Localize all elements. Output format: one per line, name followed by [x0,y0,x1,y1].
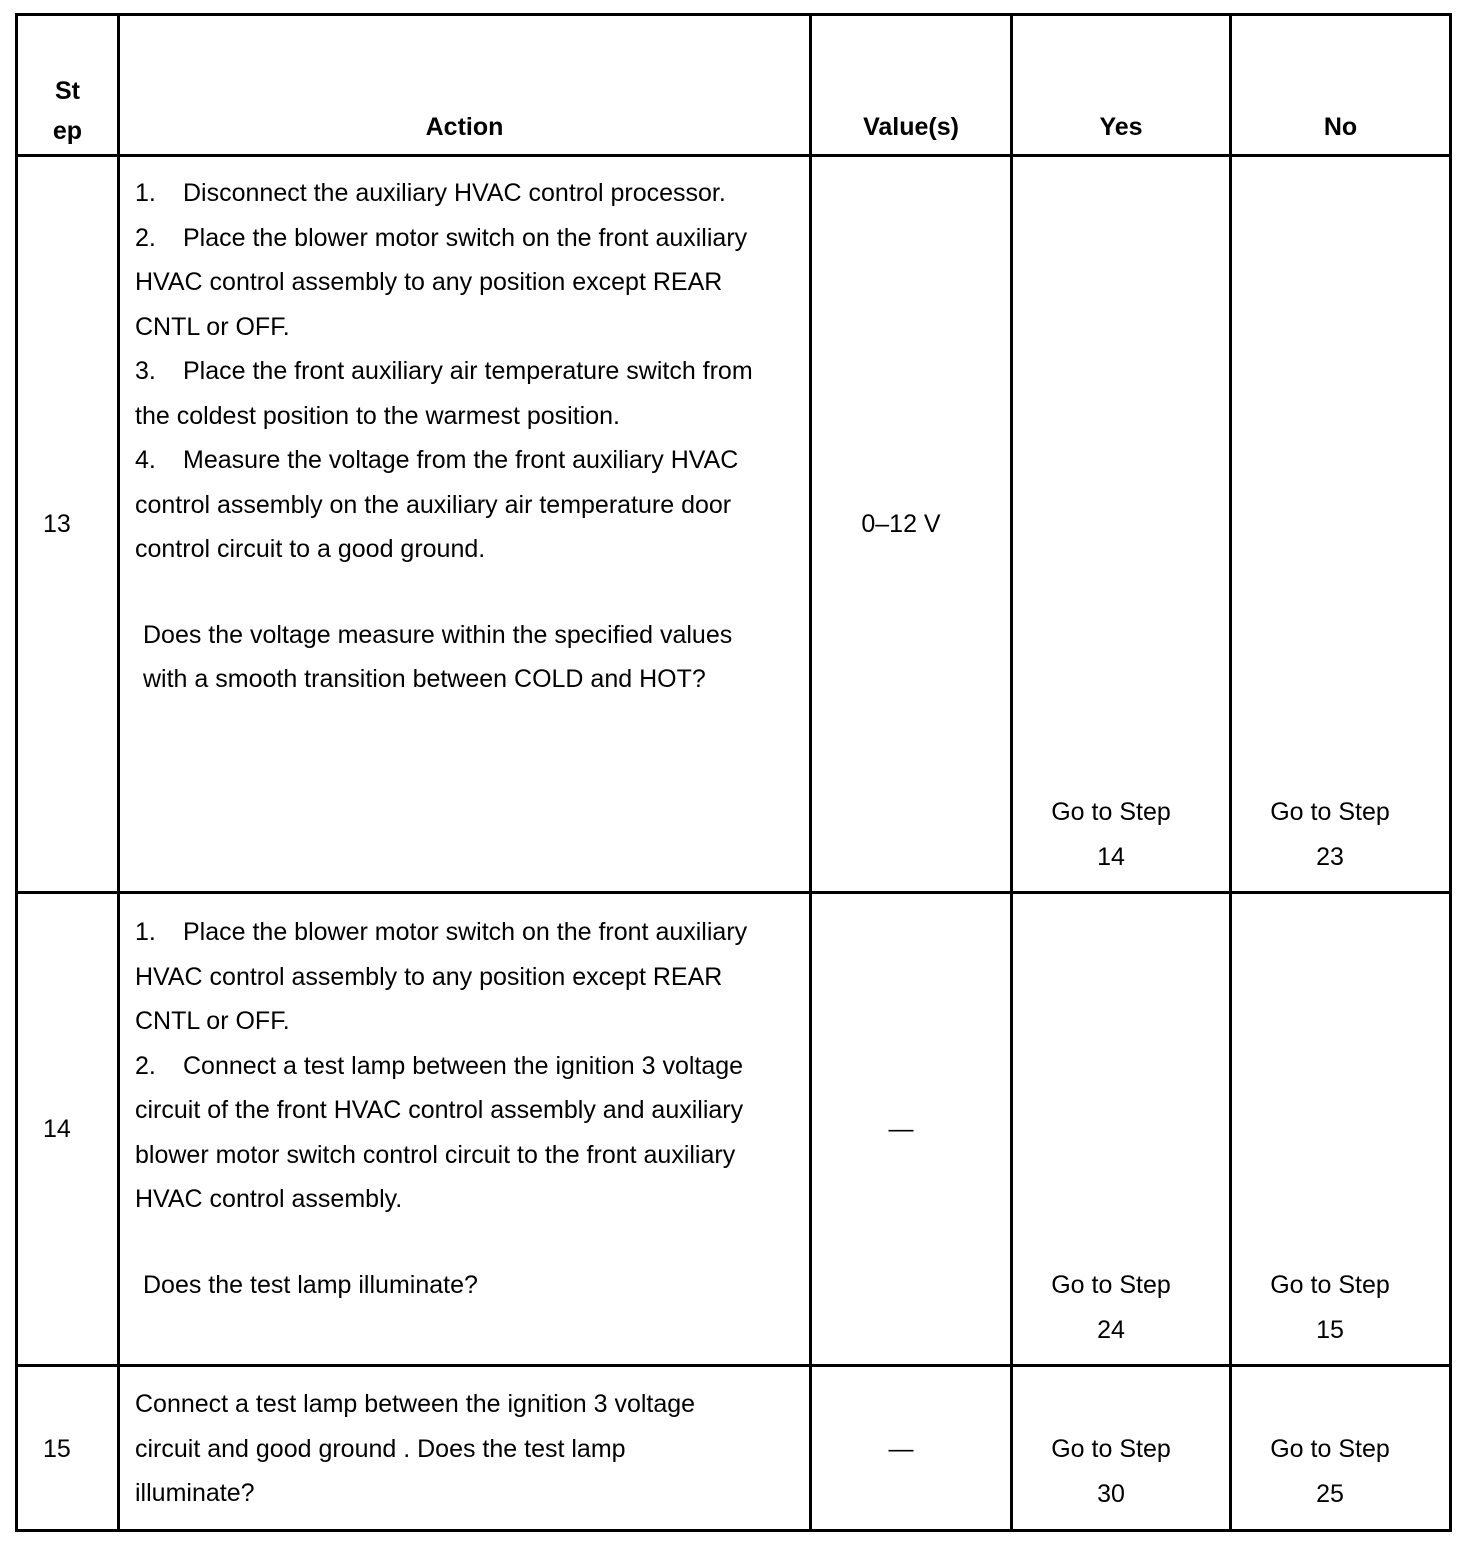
header-step-line: ep [52,117,83,145]
table-border-left [15,13,18,1532]
yes-step: 24 [1097,1315,1125,1344]
step-number: 15 [43,1435,71,1463]
yes-cell [1013,790,1209,879]
table-border-right [1449,13,1452,1532]
table-border-bottom [15,1529,1452,1532]
no-text: Go to Step [1270,1435,1390,1463]
no-step: 23 [1316,842,1344,871]
list-item: 4. Measure the voltage from the front auxiliary HVAC control assembly on the auxiliary air temperature door control circuit to a good ground. [135,446,739,563]
action-cell: Connect a test lamp between the ignition 3 voltage circuit and good ground . Does the test lamp illuminate? [135,1390,696,1507]
list-item: 1. Disconnect the auxiliary HVAC control processor. [135,179,726,207]
no-cell [1232,1263,1428,1352]
action-steps [135,910,755,1222]
table-border-top [15,13,1452,16]
row-divider [15,154,1452,157]
no-cell [1232,1427,1428,1516]
yes-step: 14 [1097,842,1125,871]
row-divider [15,891,1452,894]
step-number: 14 [43,1115,71,1143]
col-divider [117,13,120,1532]
header-no: No [1323,113,1358,141]
yes-text: Go to Step [1051,1271,1171,1299]
yes-cell [1013,1427,1209,1516]
header-step [18,71,117,151]
value-cell: — [888,1115,914,1143]
action-question: Does the test lamp illuminate? [143,1270,478,1299]
no-step: 25 [1316,1479,1344,1508]
action-question: Does the voltage measure within the specified values with a smooth transition between COLD and HOT? [143,620,733,693]
action-steps [135,171,755,572]
header-yes: Yes [1099,113,1143,141]
list-item: 2. Connect a test lamp between the ignition 3 voltage circuit of the front HVAC control assembly and auxiliary blower motor switch control circuit to the front auxiliary HVAC control assembly. [135,1051,744,1213]
troubleshooting-table [15,13,1452,1532]
row-divider [15,1364,1452,1367]
action-cell [135,910,755,1307]
value-cell: 0–12 V [861,510,941,538]
header-values: Value(s) [863,113,959,141]
yes-step: 30 [1097,1479,1125,1508]
list-item: 1. Place the blower motor switch on the front auxiliary HVAC control assembly to any position except REAR CNTL or OFF. [135,918,748,1035]
step-number: 13 [43,510,71,538]
no-text: Go to Step [1270,798,1390,826]
no-step: 15 [1316,1315,1344,1344]
list-item: 2. Place the blower motor switch on the front auxiliary HVAC control assembly to any position except REAR CNTL or OFF. [135,223,748,341]
yes-cell [1013,1263,1209,1352]
value-cell: — [888,1435,914,1463]
action-cell [135,171,755,702]
list-item: 3. Place the front auxiliary air temperature switch from the coldest position to the warmest position. [135,357,753,430]
no-text: Go to Step [1270,1271,1390,1299]
col-divider [809,13,812,1532]
yes-text: Go to Step [1051,1435,1171,1463]
header-action: Action [425,113,504,141]
no-cell [1232,790,1428,879]
header-step-line: St [55,77,80,105]
yes-text: Go to Step [1051,798,1171,826]
